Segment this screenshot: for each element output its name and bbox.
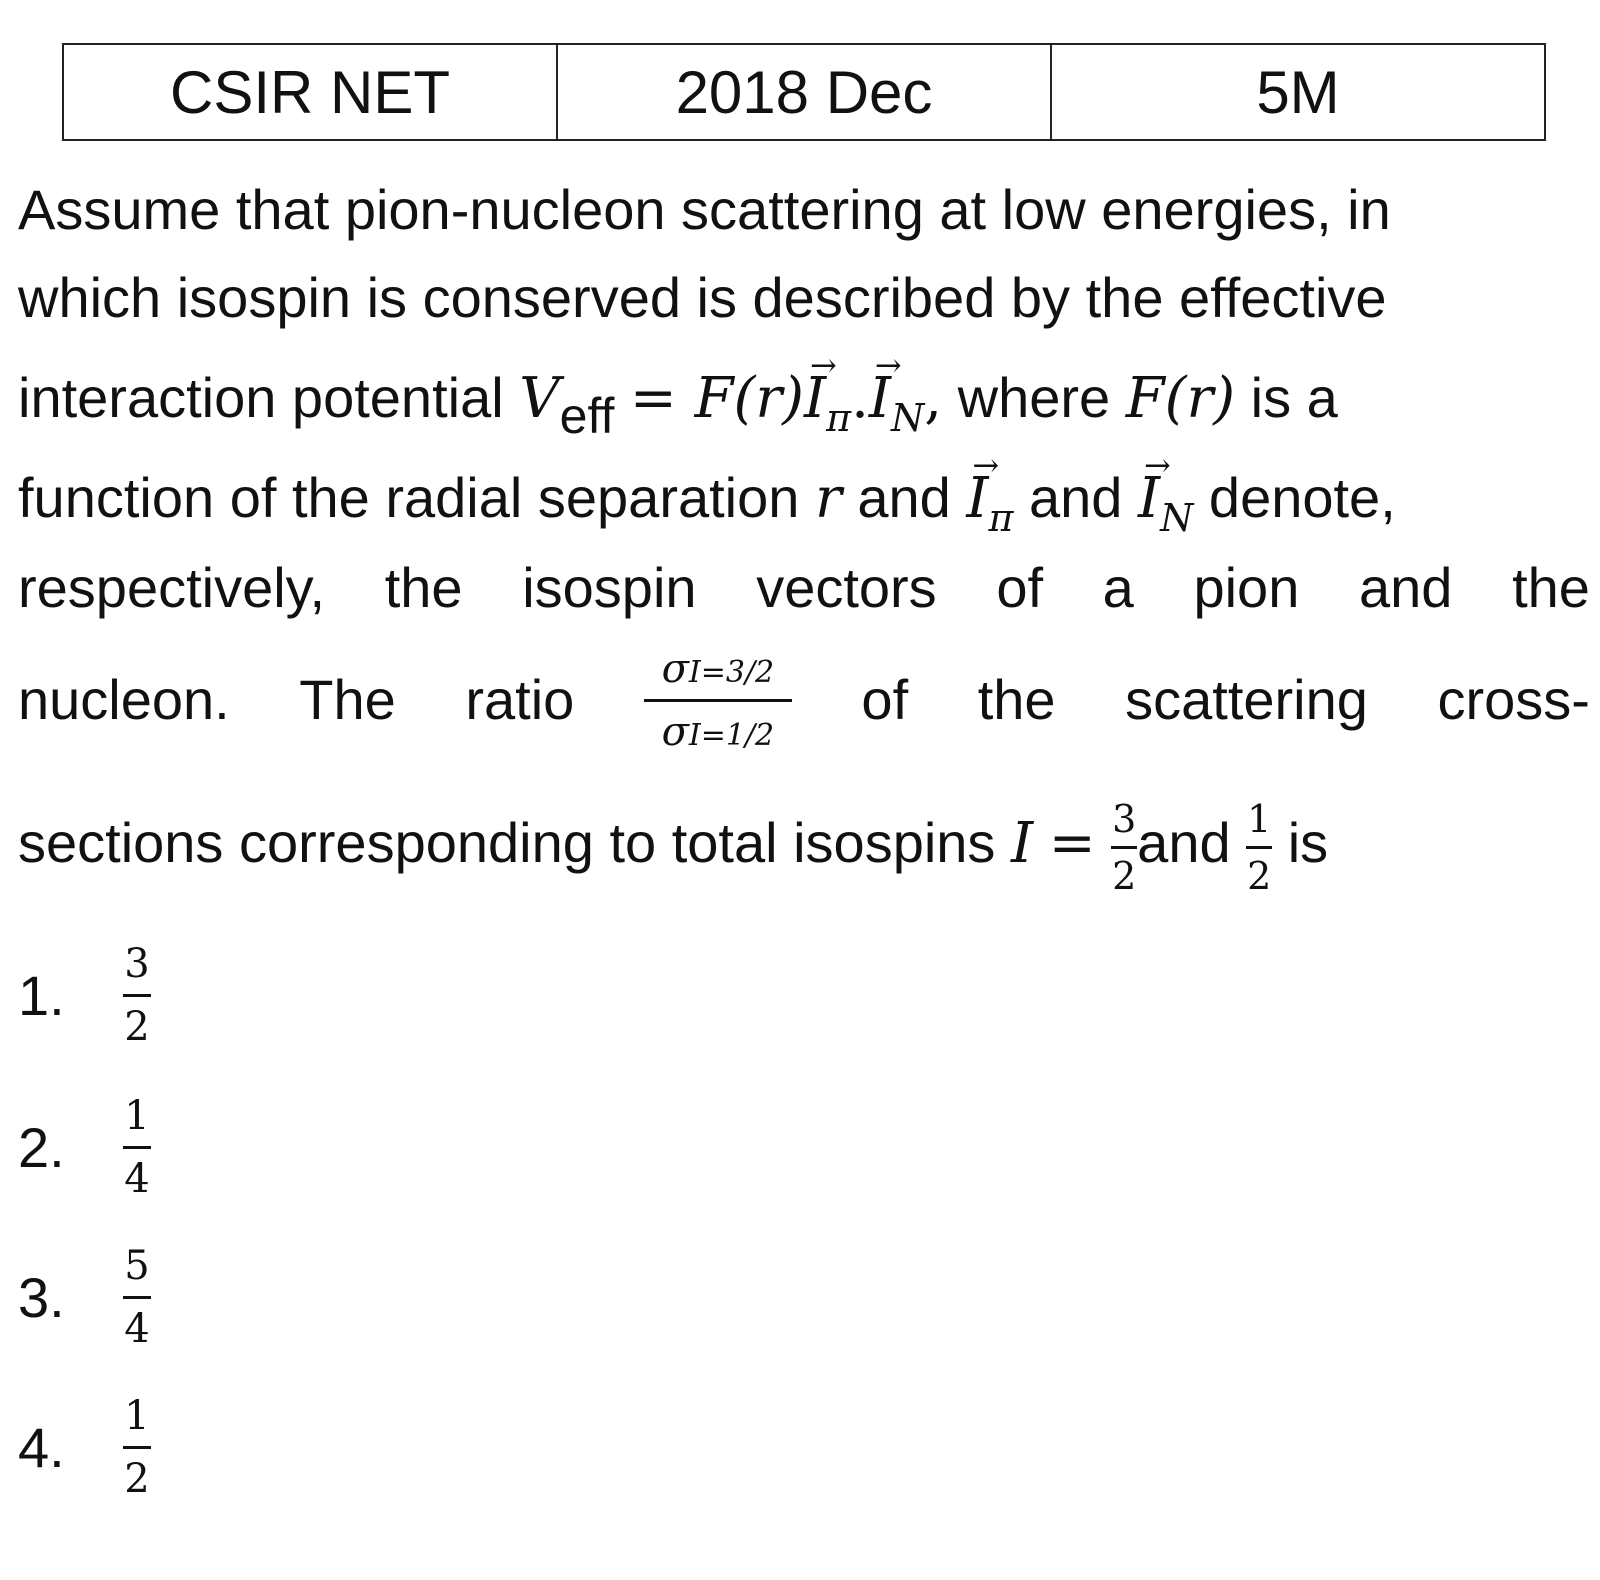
exam-info-row (63, 44, 1545, 140)
text-where: where (957, 366, 1111, 429)
word: respectively, (18, 556, 326, 619)
question-line-1 (18, 170, 1590, 250)
option-4[interactable] (18, 1392, 318, 1502)
option-label: 1. (18, 963, 65, 1027)
text-is: is (1287, 811, 1329, 874)
vector-arrow-icon: → (972, 446, 1000, 484)
fraction-numerator: 3 (124, 940, 150, 987)
fraction-bar (123, 1146, 151, 1149)
question-line-4 (18, 446, 1590, 540)
option-label: 2. (18, 1115, 65, 1179)
symbol-I: I (868, 366, 892, 431)
exam-name-cell: CSIR NET (63, 44, 557, 140)
text-sections-corresponding: sections corresponding to total isospins (18, 811, 996, 874)
symbol-I: I (966, 466, 989, 531)
word: ratio (465, 668, 575, 731)
fraction-numerator: 1 (124, 1392, 150, 1439)
fraction-bar (1111, 846, 1137, 849)
fraction-bar (123, 1296, 151, 1299)
text-and: and (1028, 466, 1123, 529)
fraction-numerator: 3 (1112, 796, 1137, 841)
text-denote: denote, (1208, 466, 1396, 529)
question-line-6 (18, 640, 1590, 760)
word: scattering (1125, 668, 1368, 731)
word: the (384, 556, 463, 619)
equals-sign: = (1048, 811, 1096, 876)
subscript-N: N (891, 396, 925, 440)
word: isospin (522, 556, 697, 619)
word: pion (1193, 556, 1300, 619)
word: of (861, 668, 909, 731)
text-interaction-potential: interaction potential (18, 366, 504, 429)
dot-operator: . (851, 366, 869, 431)
fraction-three-halves (1111, 796, 1137, 898)
vector-arrow-icon: → (1143, 446, 1171, 484)
fraction-numerator: 1 (124, 1092, 150, 1139)
word: cross- (1437, 668, 1590, 731)
word: the (977, 668, 1056, 731)
fraction-denominator: 2 (1247, 853, 1272, 898)
word: nucleon. (18, 668, 230, 731)
vector-arrow-icon: → (809, 346, 837, 384)
vector-I-pi (803, 346, 837, 439)
question-line-2 (18, 258, 1590, 338)
question-line-3 (18, 346, 1590, 444)
fraction-bar (1246, 846, 1272, 849)
word: a (1102, 556, 1134, 619)
option-label: 3. (18, 1265, 65, 1329)
fraction-denominator: 2 (124, 1003, 150, 1050)
question-line-7 (18, 788, 1590, 898)
formula-equals-Fr: = F(r) (629, 366, 804, 431)
vector-I-N (868, 346, 902, 439)
question-line-5 (18, 548, 1590, 628)
subscript-pi: π (826, 396, 852, 440)
vector-I-pi (966, 446, 1000, 539)
word: and (1358, 556, 1453, 619)
question-line-1-text: Assume that pion-nucleon scattering at low energies, in (18, 178, 1391, 241)
symbol-I: I (803, 366, 827, 431)
ratio-numerator-subscript: I=3/2 (688, 654, 775, 690)
ratio-numerator (661, 645, 775, 692)
marks-cell: 5M (1051, 44, 1545, 140)
option-2[interactable] (18, 1092, 318, 1202)
sigma-symbol: σ (661, 708, 689, 755)
word: the (1512, 556, 1590, 619)
word: of (996, 556, 1044, 619)
fraction-denominator: 2 (1112, 853, 1137, 898)
symbol-I: I (1011, 811, 1034, 876)
symbol-r: r (814, 466, 842, 531)
comma: , (924, 366, 943, 431)
subscript-eff: eff (559, 388, 615, 444)
vector-arrow-icon: → (874, 346, 902, 384)
symbol-I: I (1137, 466, 1161, 531)
fraction-bar (123, 994, 151, 997)
symbol-V: V (519, 366, 560, 431)
subscript-N: N (1160, 496, 1194, 540)
text-and: and (857, 466, 951, 529)
question-line-2-text: which isospin is conserved is described by the effective (18, 266, 1387, 329)
text-and: and (1137, 811, 1231, 874)
text-function-of: function of the radial separation (18, 466, 800, 529)
fraction-bar (123, 1446, 151, 1449)
fraction-one-half (1246, 796, 1272, 898)
cross-section-ratio (644, 645, 792, 755)
word: vectors (756, 556, 937, 619)
ratio-denominator-subscript: I=1/2 (688, 717, 775, 753)
option-fraction (123, 1242, 151, 1352)
option-fraction (123, 1092, 151, 1202)
vector-I-N (1137, 446, 1171, 539)
option-fraction (123, 1392, 151, 1502)
fraction-numerator: 5 (124, 1242, 150, 1289)
option-label: 4. (18, 1415, 65, 1479)
text-is-a: is a (1250, 366, 1338, 429)
fraction-denominator: 4 (124, 1305, 150, 1352)
fraction-denominator: 4 (124, 1155, 150, 1202)
fraction-numerator: 1 (1247, 796, 1272, 841)
fraction-bar (644, 699, 792, 702)
ratio-denominator (661, 708, 775, 755)
sigma-symbol: σ (661, 645, 689, 692)
exam-session-cell: 2018 Dec (557, 44, 1051, 140)
fraction-denominator: 2 (124, 1455, 150, 1502)
subscript-pi: π (988, 496, 1014, 540)
option-fraction (123, 940, 151, 1050)
exam-info-table (62, 43, 1546, 141)
option-3[interactable] (18, 1242, 318, 1352)
word: The (299, 668, 396, 731)
symbol-Fr: F(r) (1125, 366, 1236, 431)
option-1[interactable] (18, 940, 318, 1050)
